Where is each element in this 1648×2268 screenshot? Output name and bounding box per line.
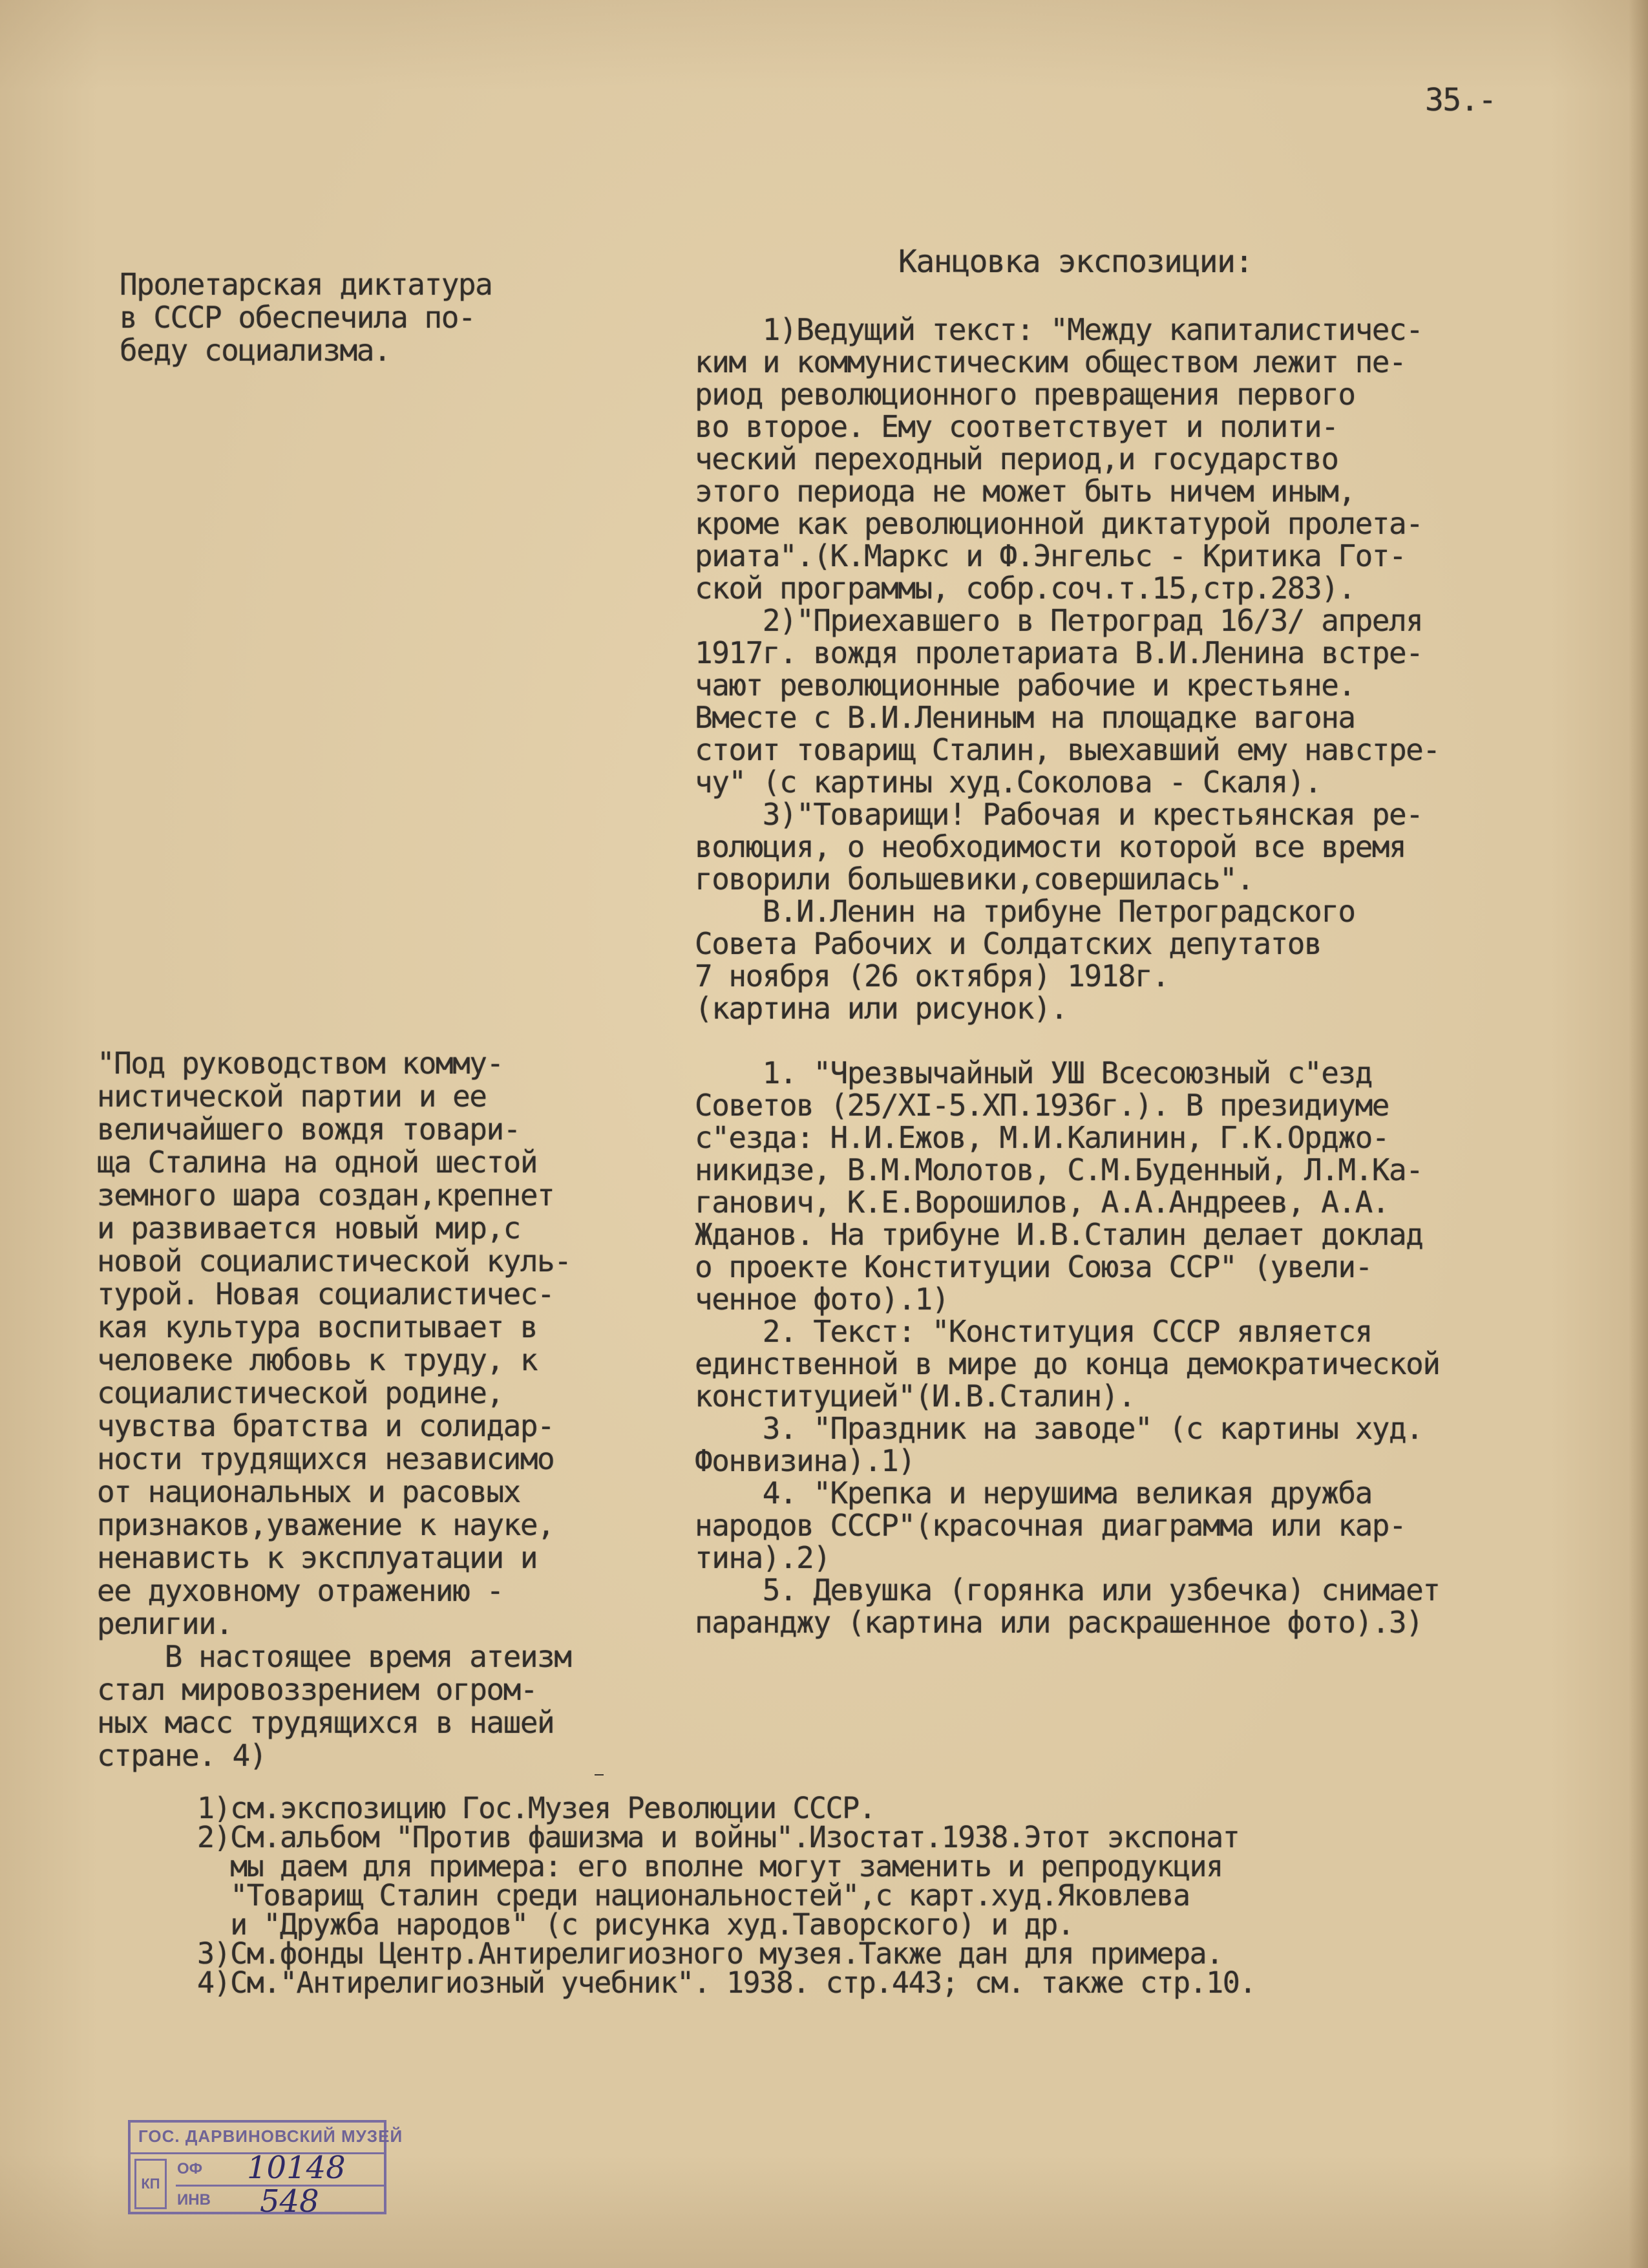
stamp-of-label: ОФ [177, 2160, 203, 2178]
archive-stamp [128, 2120, 403, 2220]
stamp-inv-number: 548 [260, 2183, 319, 2220]
side-quotation: "Под руководством комму- нистической партии и ее величайшего вождя товари- ща Сталина на одной шестой земного шара создан,крепнет и развивается новый мир,с новой социалистической куль- турой. Новая социалистичес- кая культура воспитывает в человеке любовь к труду, к социалистической родине, чувства братства и солидар- ности трудящихся независимо от национальных и расовых признаков,уважение к науке, ненависть к эксплуатации и ее духовному отражению - религии. В настоящее время атеизм стал мировоззрением огром- ных масс трудящихся в нашей стране. 4) [97, 1046, 571, 1773]
section-heading: Канцовка экспозиции: [898, 244, 1252, 280]
exposition-items-part-1: 1)Ведущий текст: "Между капиталистичес- ким и коммунистическим обществом лежит пе- риод революционного превращения первого во второе. Ему соответствует и полити- ческий переходный период,и государство этого периода не может быть ничем иным, кроме как революционной диктатурой пролета- риата".(К.Маркс и Ф.Энгельс - Критика Гот- ской программы, собр.соч.т.15,стр.283). 2)"Приехавшего в Петроград 16/3/ апреля 1917г. вождя пролетариата В.И.Ленина встре- чают революционные рабочие и крестьяне. Вместе с В.И.Лениным на площадке вагона стоит товарищ Сталин, выехавший ему навстре- чу" (с картины худ.Соколова - Скаля). 3)"Товарищи! Рабочая и крестьянская ре- волюция, о необходимости которой все время говорили большевики,совершилась". В.И.Ленин на трибуне Петроградского Совета Рабочих и Солдатских депутатов 7 ноября (26 октября) 1918г. (картина или рисунок). [695, 312, 1440, 1026]
stamp-of-number: 10148 [247, 2150, 346, 2186]
side-heading: Пролетарская диктатура в СССР обеспечила по- беду социализма. [120, 267, 492, 368]
page-number: 35.- [1425, 82, 1496, 118]
stamp-side-mark: КП [134, 2159, 167, 2209]
stamp-title: ГОС. ДАРВИНОВСКИЙ МУЗЕЙ [138, 2126, 403, 2146]
exposition-items-part-2: 1. "Чрезвычайный УШ Всесоюзный с"езд Советов (25/XI-5.XП.1936г.). В президиуме с"езда: Н.И.Ежов, М.И.Калинин, Г.К.Орджо- никидзе, В.М.Молотов, С.М.Буденный, Л.М.Ка- ганович, К.Е.Ворошилов, А.А.Андреев, А.А. Жданов. На трибуне И.В.Сталин делает доклад о проекте Конституции Союза ССР" (увели- ченное фото).1) 2. Текст: "Конституция СССР является единственной в мире до конца демократической конституцией"(И.В.Сталин). 3. "Праздник на заводе" (с картины худ. Фонвизина).1) 4. "Крепка и нерушима великая дружба народов СССР"(красочная диаграмма или кар- тина).2) 5. Девушка (горянка или узбечка) снимает паранджу (картина или раскрашенное фото).3) [695, 1055, 1440, 1640]
stamp-inv-label: ИНВ [177, 2191, 211, 2209]
footnote-divider [595, 1774, 604, 1775]
footnotes: 1)см.экспозицию Гос.Музея Революции СССР. 2)См.альбом "Против фашизма и войны".Изостат.1938.Этот экспонат мы даем для примера: его вполне могут заменить и репродукция "Товарищ Сталин среди национальностей",с карт.худ.Яковлева и "Дружба народов" (с рисунка худ.Таворского) и др. 3)См.фонды Центр.Антирелигиозного музея.Также дан для примера. 4)См."Антирелигиозный учебник". 1938. стр.443; см. также стр.10. [197, 1791, 1256, 2000]
